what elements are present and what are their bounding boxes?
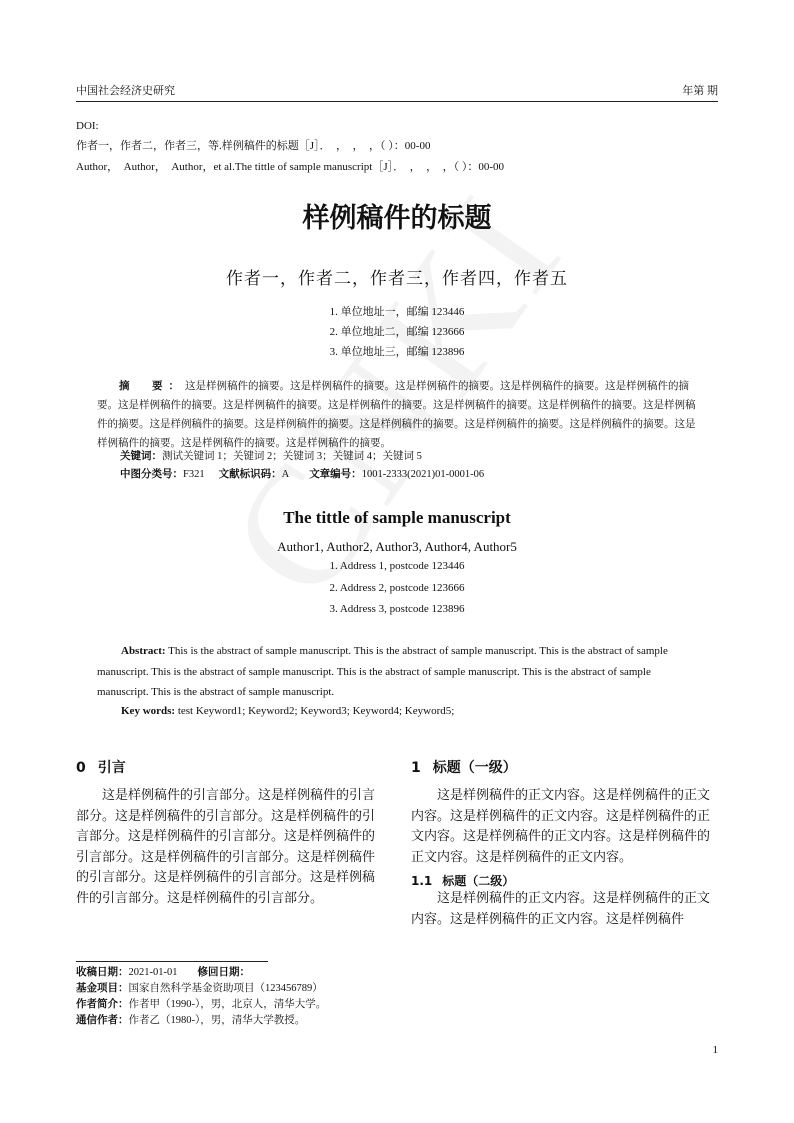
footnote-fund bbox=[76, 982, 323, 996]
author-bio-label: 作者简介： bbox=[76, 999, 129, 1010]
address-en-3: 3. Address 3, postcode 123896 bbox=[329, 603, 465, 615]
abstract-en-text: This is the abstract of sample manuscript. This is the abstract of sample manuscript. This is the abstract of sample manuscript. This is the abstract of sample manuscript. This is the abstract of sample manuscript. This is the abstract of sample manuscript. This is the abstract of sample manuscript. bbox=[97, 645, 668, 698]
keywords-cn-label: 关键词： bbox=[120, 451, 162, 462]
section-0-body: 这是样例稿件的引言部分。这是样例稿件的引言部分。这是样例稿件的引言部分。这是样例稿件的引言部分。这是样例稿件的引言部分。这是样例稿件的引言部分。这是样例稿件的引言部分。这是样例稿件的引言部分。这是样例稿件的引言部分。这是样例稿件的引言部分。这是样例稿件的引言部分。 bbox=[76, 787, 376, 905]
citation-en: Author， Author， Author，et al.The tittle of sample manuscript［J］． ， ， ，（ ）：00-00 bbox=[76, 161, 505, 173]
header-rule bbox=[76, 101, 718, 102]
received-label: 收稿日期： bbox=[76, 967, 129, 978]
corresponding-text: 作者乙（1980-），男，清华大学教授。 bbox=[128, 1015, 306, 1026]
doi-label: DOI: bbox=[76, 120, 99, 132]
footnote-author bbox=[76, 998, 326, 1012]
classification-line bbox=[120, 466, 484, 481]
keywords-cn bbox=[120, 448, 422, 463]
section-1-number: 1 bbox=[411, 760, 421, 776]
abstract-en-label: Abstract: bbox=[121, 645, 166, 657]
journal-name: 中国社会经济史研究 bbox=[76, 85, 175, 97]
issue-label: 年第 期 bbox=[682, 85, 718, 97]
keywords-en bbox=[121, 705, 454, 717]
revised-label: 修回日期： bbox=[197, 967, 250, 978]
section-1-body: 这是样例稿件的正文内容。这是样例稿件的正文内容。这是样例稿件的正文内容。这是样例稿件的正文内容。这是样例稿件的正文内容。这是样例稿件的正文内容。这是样例稿件的正文内容。 bbox=[411, 787, 711, 864]
keywords-en-label: Key words: bbox=[121, 705, 176, 717]
footnote-corresponding bbox=[76, 1014, 305, 1028]
corresponding-label: 通信作者： bbox=[76, 1015, 129, 1026]
abstract-cn-label: 摘 要： bbox=[119, 381, 185, 392]
address-cn-1: 1. 单位地址一，邮编 123446 bbox=[329, 306, 465, 318]
abstract-cn-text: 这是样例稿件的摘要。这是样例稿件的摘要。这是样例稿件的摘要。这是样例稿件的摘要。这是样例稿件的摘要。这是样例稿件的摘要。这是样例稿件的摘要。这是样例稿件的摘要。这是样例稿件的摘要。这是样例稿件的摘要。这是样例稿件的摘要。这是样例稿件的摘要。这是样例稿件的摘要。这是样例稿件的摘要。这是样例稿件的摘要。这是样例稿件的摘要。这是样例稿件的摘要。这是样例稿件的摘要。这是样例稿件的摘要。 bbox=[97, 381, 696, 449]
address-en-1: 1. Address 1, postcode 123446 bbox=[329, 560, 465, 572]
authors-cn: 作者一，作者二，作者三，作者四，作者五 bbox=[226, 269, 568, 288]
author-bio-text: 作者甲（1990-），男，北京人，清华大学。 bbox=[128, 999, 327, 1010]
fund-text: 国家自然科学基金资助项目（123456789） bbox=[128, 983, 323, 994]
footnote-dates bbox=[76, 966, 250, 980]
doc-code-label: 文献标识码： bbox=[218, 469, 282, 480]
section-1-1-title: 标题（二级） bbox=[442, 874, 515, 888]
section-1-1-heading bbox=[411, 872, 514, 889]
title-cn: 样例稿件的标题 bbox=[302, 203, 492, 234]
abstract-cn bbox=[97, 377, 697, 453]
received-date: 2021-01-01 bbox=[128, 967, 178, 978]
section-0-title: 引言 bbox=[97, 760, 126, 776]
keywords-cn-text: 测试关键词 1；关键词 2；关键词 3；关键词 4；关键词 5 bbox=[162, 451, 422, 462]
section-1-title: 标题（一级） bbox=[432, 760, 517, 776]
section-1-heading bbox=[411, 757, 517, 777]
footnote-rule bbox=[76, 961, 268, 962]
title-en: The tittle of sample manuscript bbox=[283, 508, 511, 527]
page-number: 1 bbox=[712, 1044, 718, 1056]
section-0-number: 0 bbox=[76, 760, 86, 776]
clc-label: 中图分类号： bbox=[120, 469, 183, 480]
section-1-1-body: 这是样例稿件的正文内容。这是样例稿件的正文内容。这是样例稿件的正文内容。这是样例稿件 bbox=[411, 890, 711, 926]
section-1-1-number: 1.1 bbox=[411, 874, 433, 888]
article-no-label: 文章编号： bbox=[309, 469, 362, 480]
article-no-value: 1001-2333(2021)01-0001-06 bbox=[361, 469, 485, 480]
address-en-2: 2. Address 2, postcode 123666 bbox=[329, 582, 465, 594]
address-cn-3: 3. 单位地址三，邮编 123896 bbox=[329, 346, 465, 358]
keywords-en-text: test Keyword1; Keyword2; Keyword3; Keyword4; Keyword5; bbox=[175, 705, 455, 717]
section-0-heading bbox=[76, 757, 126, 777]
citation-cn: 作者一，作者二，作者三，等.样例稿件的标题［J］． ， ， ，（ ）：00-00 bbox=[76, 140, 431, 152]
fund-label: 基金项目： bbox=[76, 983, 129, 994]
address-cn-2: 2. 单位地址二，邮编 123666 bbox=[329, 326, 465, 338]
abstract-en bbox=[97, 641, 697, 703]
clc-value: F321 bbox=[183, 469, 205, 480]
authors-en: Author1, Author2, Author3, Author4, Author5 bbox=[277, 539, 517, 554]
doc-code-value: A bbox=[281, 469, 290, 480]
